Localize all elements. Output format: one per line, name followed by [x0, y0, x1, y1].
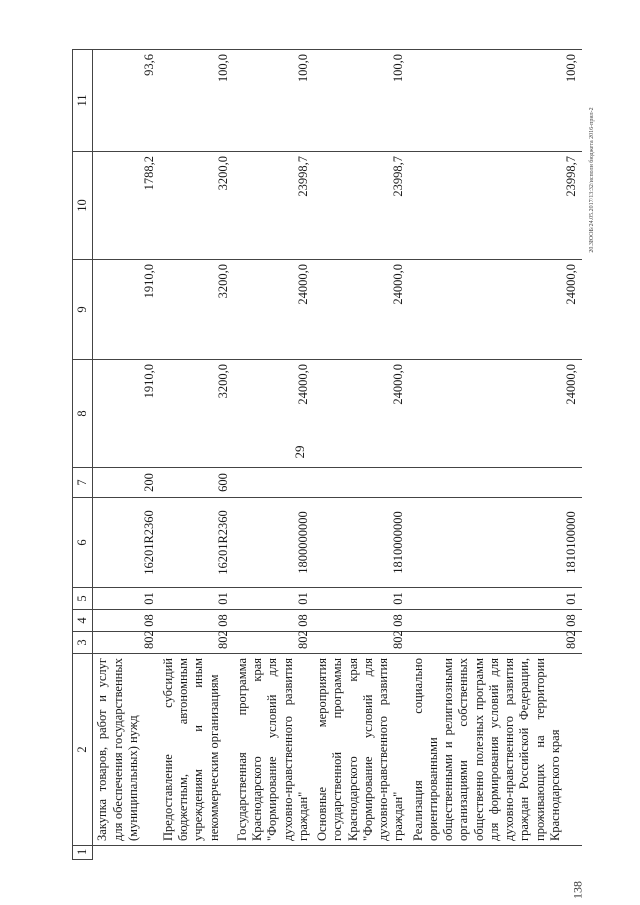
table-row: [233, 50, 313, 860]
row-c6: 16201R2360: [93, 498, 159, 588]
header-cell-1: 1: [73, 846, 93, 860]
row-c7: [233, 468, 313, 498]
row-name: Государственная программа Краснодарского края "Формирование условий для духовно-нравственного развития граждан": [233, 654, 313, 846]
row-c11: 100,0: [409, 50, 582, 152]
table-row: [313, 50, 409, 860]
row-c3: 802: [233, 632, 313, 654]
row-col1: [233, 846, 313, 860]
row-c3: 802: [93, 632, 159, 654]
header-cell-5: 5: [73, 588, 93, 610]
row-name: Предоставление субсидий бюджетным, автономным учреждениям и иным некоммерческим организациям: [159, 654, 233, 846]
header-cell-9: 9: [73, 260, 93, 360]
header-cell-7: 7: [73, 468, 93, 498]
row-c10: 23998,7: [313, 152, 409, 260]
table-row: [159, 50, 233, 860]
row-c6: 16201R2360: [159, 498, 233, 588]
row-c6: 1800000000: [233, 498, 313, 588]
row-name: Реализация социально ориентированными общественными и религиозными организациями собственных общественно полезных программ для формирования условий для духовно-нравственного развития граждан Российской Федерации, проживающих на территории Краснодарского края: [409, 654, 582, 846]
row-c11: 100,0: [159, 50, 233, 152]
header-cell-6: 6: [73, 498, 93, 588]
row-c7: [409, 468, 582, 498]
row-c4: 08: [233, 610, 313, 632]
row-c8: 1910,0: [93, 360, 159, 468]
row-c8: 24000,0: [233, 360, 313, 468]
row-c5: 01: [409, 588, 582, 610]
row-c6: 1810100000: [409, 498, 582, 588]
row-c7: 600: [159, 468, 233, 498]
row-c8: 24000,0: [313, 360, 409, 468]
row-c3: 802: [159, 632, 233, 654]
table-row: [409, 50, 582, 860]
footer-file-code: 20.3ЮОБ/24.05.2017/13:32/исполн бюджета 2016-прил-2: [589, 107, 595, 253]
row-name: Закупка товаров, работ и услуг для обеспечения государственных (муниципальных) нужд: [93, 654, 159, 846]
budget-table: [72, 49, 582, 860]
row-c10: 3200,0: [159, 152, 233, 260]
row-c4: 08: [159, 610, 233, 632]
row-c4: 08: [409, 610, 582, 632]
row-c11: 93,6: [93, 50, 159, 152]
row-col1: [159, 846, 233, 860]
row-c9: 24000,0: [409, 260, 582, 360]
row-c3: 802: [409, 632, 582, 654]
row-c4: 08: [313, 610, 409, 632]
row-col1: [93, 846, 159, 860]
header-cell-10: 10: [73, 152, 93, 260]
corner-page-number: 138: [570, 881, 585, 899]
page-number: 29: [292, 445, 307, 459]
row-c9: 24000,0: [313, 260, 409, 360]
row-c7: [313, 468, 409, 498]
row-c9: 24000,0: [233, 260, 313, 360]
row-c10: 1788,2: [93, 152, 159, 260]
row-c7: 200: [93, 468, 159, 498]
row-c6: 1810000000: [313, 498, 409, 588]
row-c11: 100,0: [233, 50, 313, 152]
row-c5: 01: [233, 588, 313, 610]
row-name: Основные мероприятия государственной программы Краснодарского края "Формирование условий для духовно-нравственного развития граждан": [313, 654, 409, 846]
header-cell-11: 11: [73, 50, 93, 152]
row-c11: 100,0: [313, 50, 409, 152]
row-c3: 802: [313, 632, 409, 654]
row-c4: 08: [93, 610, 159, 632]
row-c8: 3200,0: [159, 360, 233, 468]
header-cell-3: 3: [73, 632, 93, 654]
row-c9: 1910,0: [93, 260, 159, 360]
row-c10: 23998,7: [233, 152, 313, 260]
header-cell-4: 4: [73, 610, 93, 632]
row-col1: [313, 846, 409, 860]
row-c5: 01: [159, 588, 233, 610]
row-c5: 01: [313, 588, 409, 610]
row-c10: 23998,7: [409, 152, 582, 260]
row-c9: 3200,0: [159, 260, 233, 360]
row-c8: 24000,0: [409, 360, 582, 468]
header-cell-2: 2: [73, 654, 93, 846]
row-col1: [409, 846, 582, 860]
table-header-row: [73, 50, 93, 860]
row-c5: 01: [93, 588, 159, 610]
table-row: [93, 50, 159, 860]
header-cell-8: 8: [73, 360, 93, 468]
